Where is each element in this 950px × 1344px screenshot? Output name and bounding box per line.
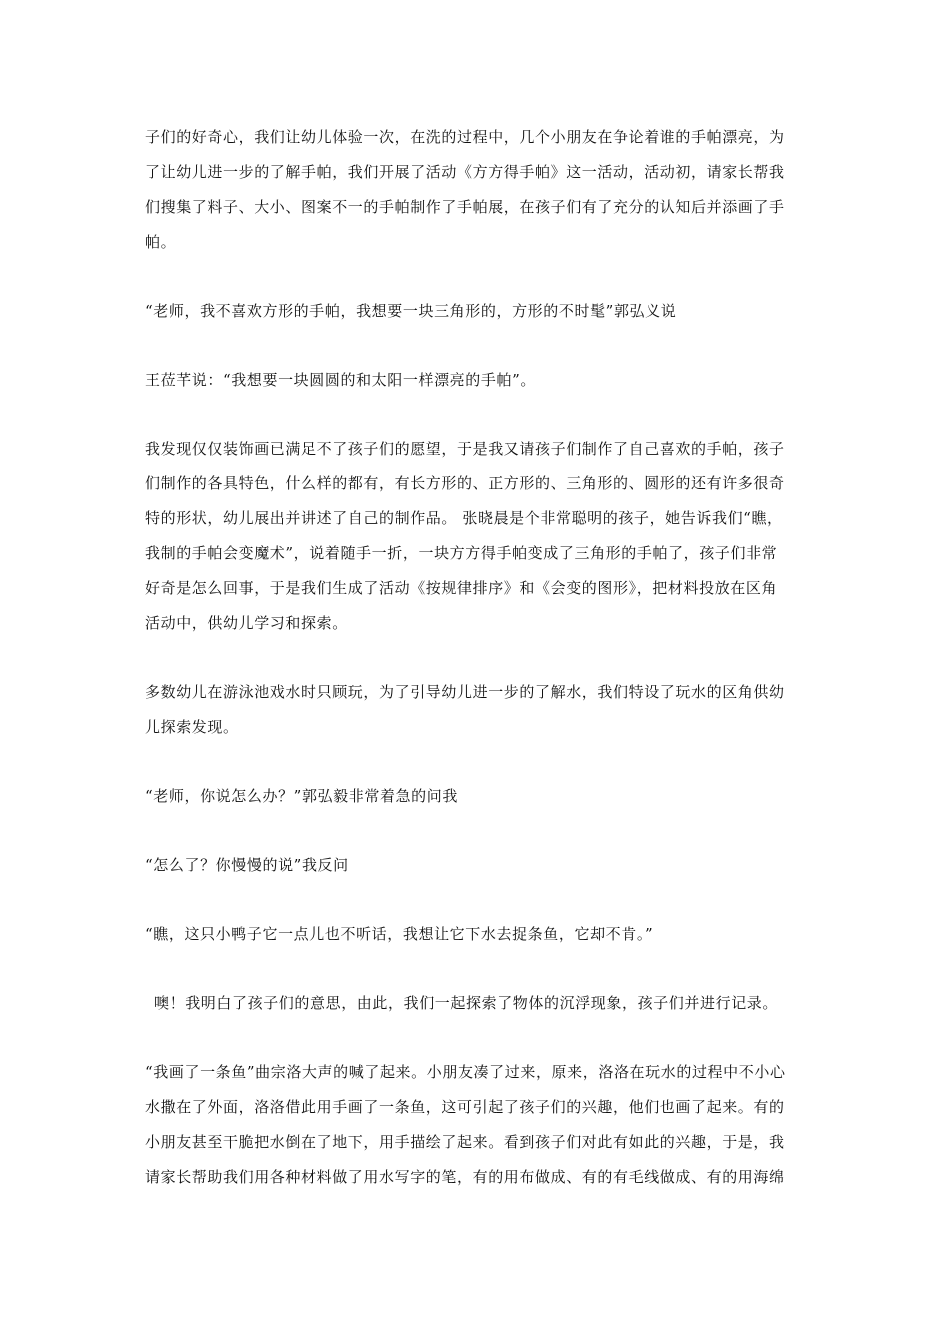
paragraph-line: 活动中，供幼儿学习和探索。	[145, 614, 348, 632]
paragraph-line: “老师，你说怎么办？”郭弘毅非常着急的问我	[145, 787, 458, 805]
paragraph-line: 了让幼儿进一步的了解手帕，我们开展了活动《方方得手帕》这一活动，活动初，请家长帮我	[145, 163, 785, 181]
paragraph-line: “怎么了？你慢慢的说”我反问	[145, 856, 349, 874]
paragraph-line: “瞧，这只小鸭子它一点儿也不听话，我想让它下水去捉条鱼，它却不肯。”	[145, 925, 654, 943]
paragraph-line: 水撒在了外面，洛洛借此用手画了一条鱼，这可引起了孩子们的兴趣，他们也画了起来。有的	[145, 1098, 785, 1116]
paragraph-line: 我制的手帕会变魔术”，说着随手一折，一块方方得手帕变成了三角形的手帕了，孩子们非常	[145, 544, 778, 562]
paragraph-line: 特的形状，幼儿展出并讲述了自己的制作品。 张晓晨是个非常聪明的孩子，她告诉我们“瞧，	[145, 509, 783, 527]
paragraph-line: 子们的好奇心，我们让幼儿体验一次，在洗的过程中，几个小朋友在争论着谁的手帕漂亮，为	[145, 128, 785, 146]
paragraph-line: 多数幼儿在游泳池戏水时只顾玩，为了引导幼儿进一步的了解水，我们特设了玩水的区角供幼	[145, 683, 785, 701]
paragraph-line: “我画了一条鱼”曲宗洛大声的喊了起来。小朋友凑了过来，原来，洛洛在玩水的过程中不小心	[145, 1063, 786, 1081]
paragraph-line: 请家长帮助我们用各种材料做了用水写字的笔，有的用布做成、有的有毛线做成、有的用海绵	[145, 1168, 785, 1186]
paragraph-line: 小朋友甚至干脆把水倒在了地下，用手描绘了起来。看到孩子们对此有如此的兴趣，于是，我	[145, 1133, 785, 1151]
paragraph-line: 王莅芊说：“我想要一块圆圆的和太阳一样漂亮的手帕”。	[145, 371, 536, 389]
paragraph-line: 儿探索发现。	[145, 718, 239, 736]
paragraph-line: 们制作的各具特色，什么样的都有，有长方形的、正方形的、三角形的、圆形的还有许多很奇	[145, 474, 785, 492]
paragraph-line: 们搜集了料子、大小、图案不一的手帕制作了手帕展，在孩子们有了充分的认知后并添画了手	[145, 198, 785, 216]
paragraph-line: 好奇是怎么回事，于是我们生成了活动《按规律排序》和《会变的图形》，把材料投放在区角	[145, 579, 778, 597]
paragraph-line: 帕。	[145, 233, 177, 251]
paragraph-line: “老师，我不喜欢方形的手帕，我想要一块三角形的，方形的不时髦”郭弘义说	[145, 302, 677, 320]
paragraph-line: 噢！我明白了孩子们的意思，由此，我们一起探索了物体的沉浮现象，孩子们并进行记录。	[154, 994, 779, 1012]
paragraph-line: 我发现仅仅装饰画已满足不了孩子们的愿望，于是我又请孩子们制作了自己喜欢的手帕，孩子	[145, 440, 785, 458]
